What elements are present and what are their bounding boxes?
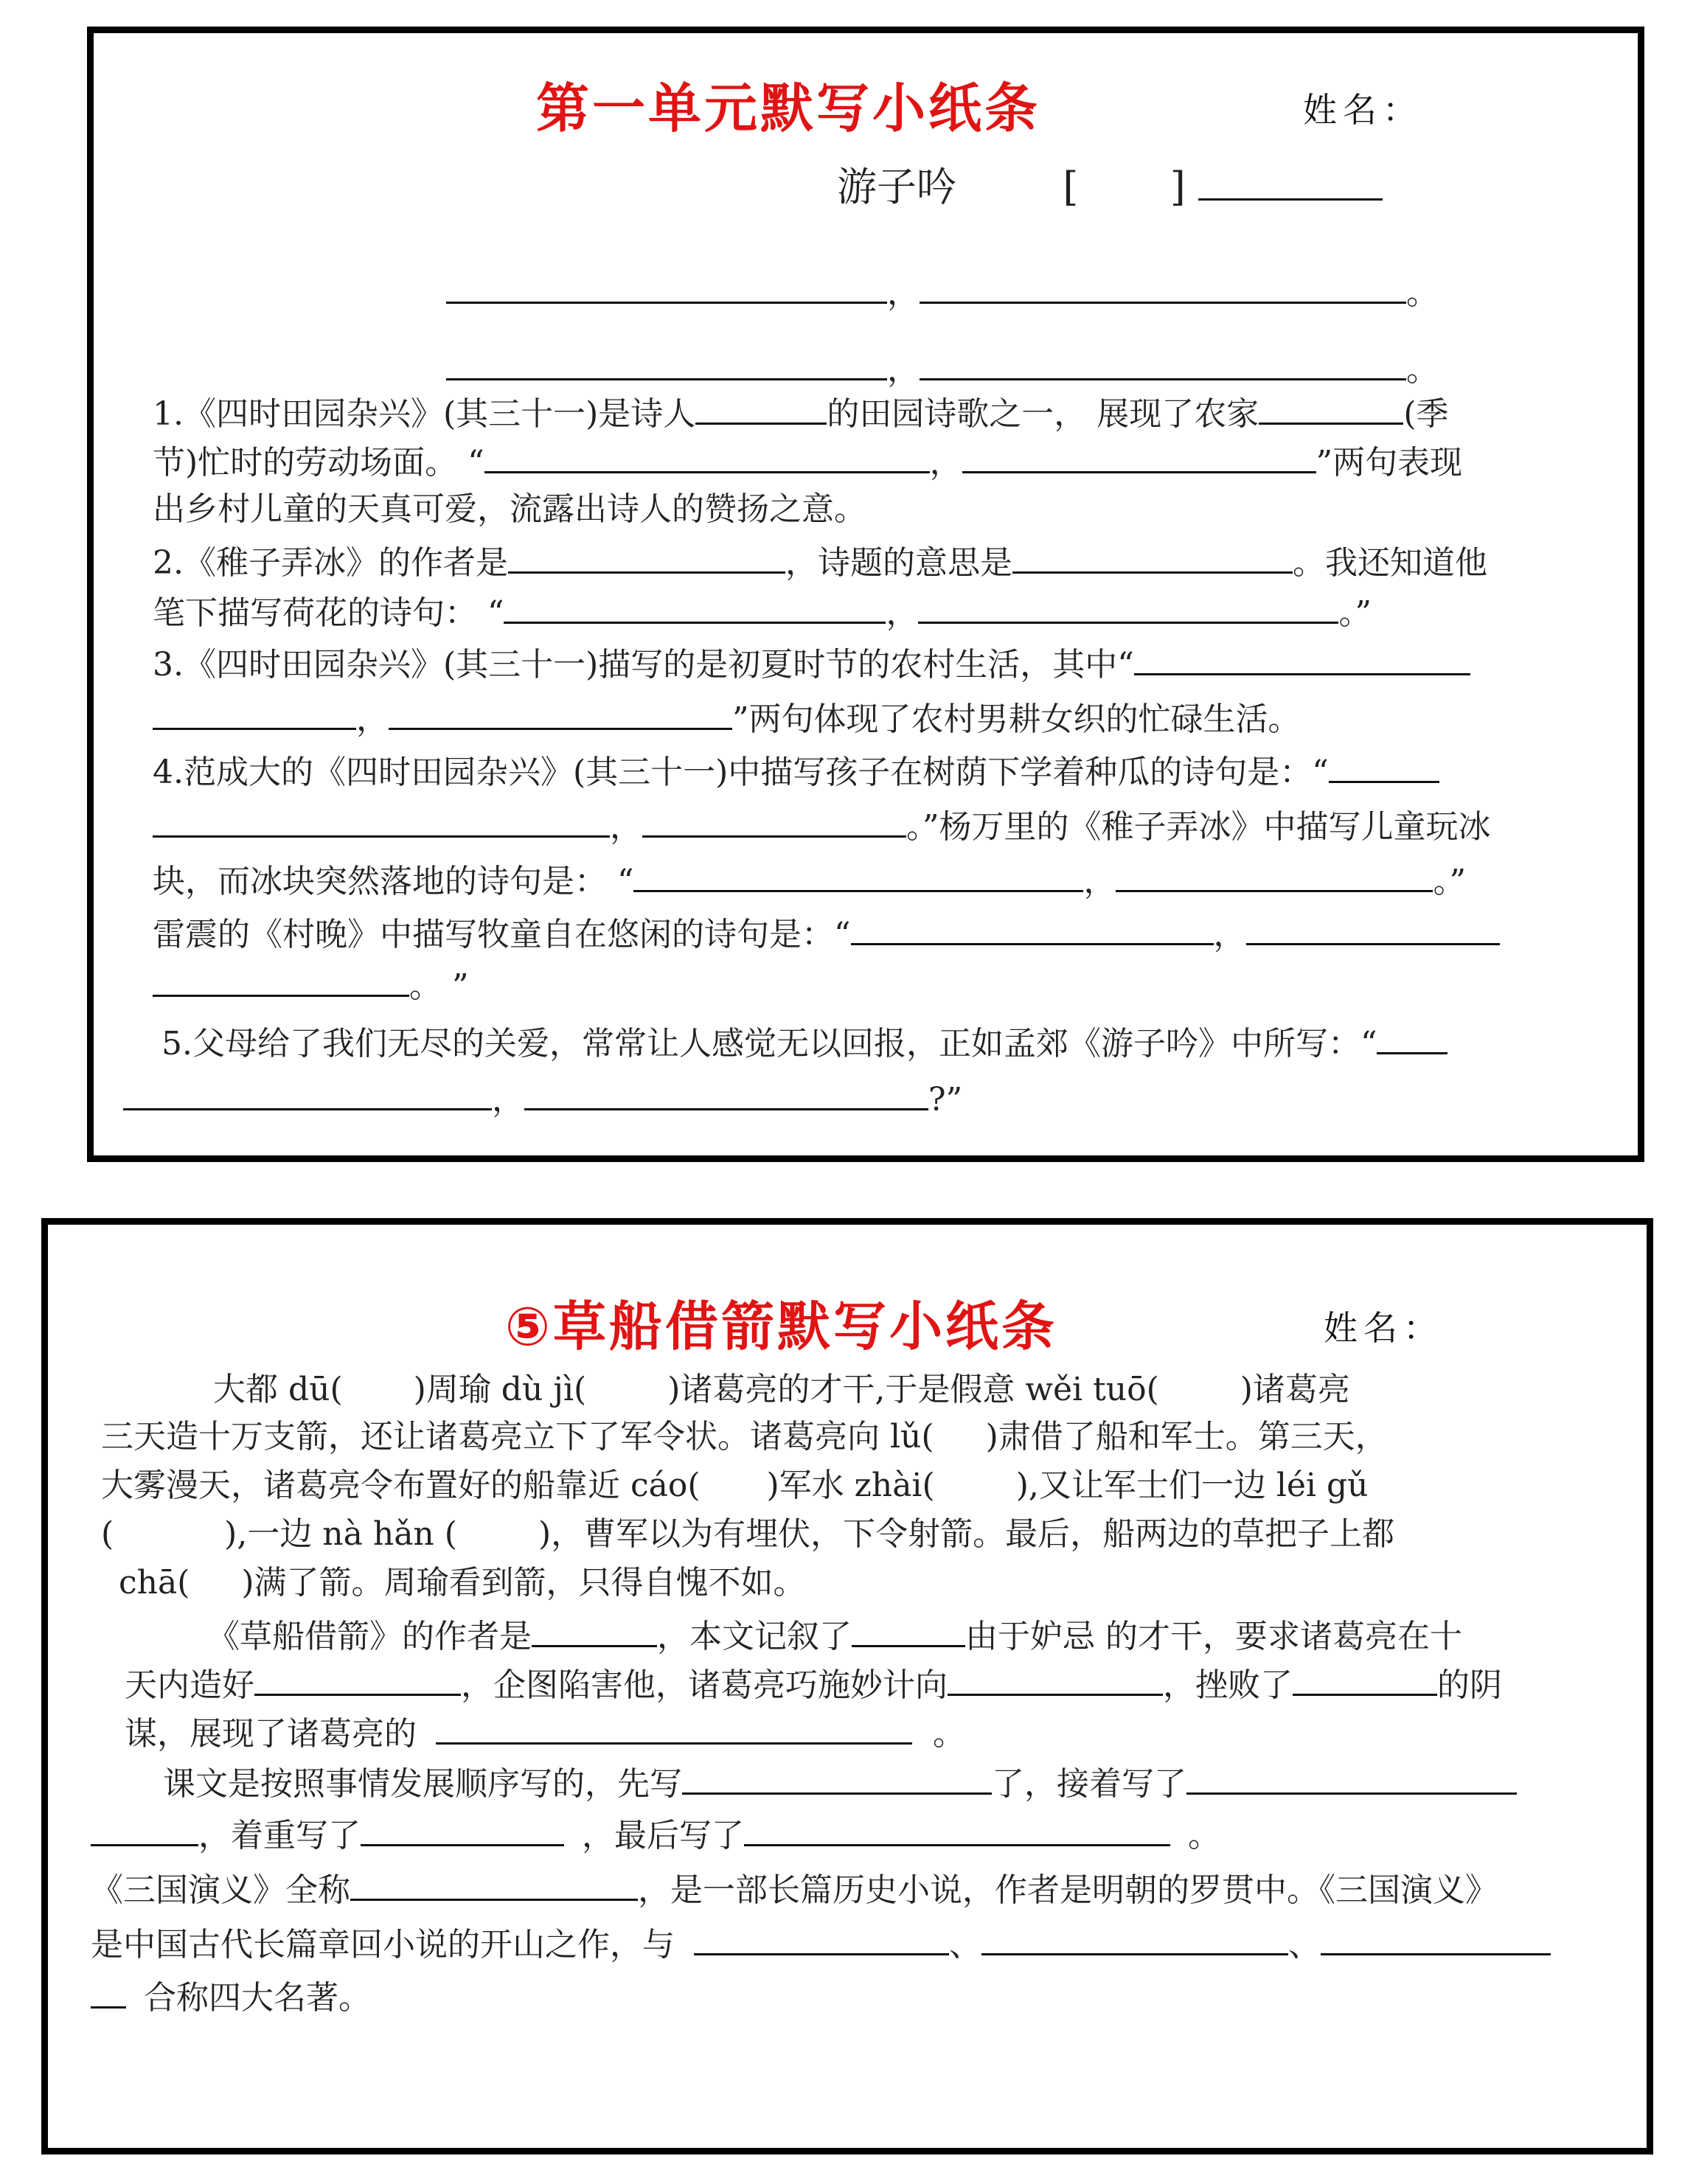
p4-text: ，是一部长篇历史小说，作者是明朝的罗贯中。《三国演义》 [638,1871,1498,1909]
q4-text: ， [1083,863,1116,900]
q4-text: ， [610,808,642,846]
q1-blank-verse[interactable] [484,439,930,473]
p3-blank-event[interactable] [91,1812,198,1846]
q4-line-2 [153,803,1491,848]
q1-line-3 [153,489,866,530]
q2-text: ， [886,594,919,632]
q1-text: ， [929,444,962,481]
p1-line-3 [101,1465,1369,1506]
q5-blank-verse[interactable] [524,1076,928,1110]
p4-text: 、 [1288,1926,1321,1964]
q3-line-2 [153,695,1301,740]
p4-line-2 [91,1921,1551,1966]
p3-text: ，最后写了 [582,1817,744,1854]
q2-text: 。我还知道他 [1292,544,1487,582]
q4-blank-verse[interactable] [1116,858,1433,892]
p1-text: )满了箭。周瑜看到箭，只得自愧不如。 [241,1564,806,1602]
poem-blank[interactable] [920,346,1406,380]
p2-text: ，挫败了 [1163,1666,1293,1704]
q4-blank-verse[interactable] [642,803,906,838]
p3-text: 了，接着写了 [992,1765,1186,1803]
q4-line-5 [153,962,468,1007]
q2-blank-verse[interactable] [504,589,886,624]
poem-title: 游子吟 [837,164,956,210]
q3-blank-verse[interactable] [1134,641,1470,675]
p3-blank-event[interactable] [744,1812,1170,1846]
p1-text: 三天造十万支箭，还让诸葛亮立下了军令状。诸葛亮向 lǔ( [101,1418,934,1456]
p1-text: )军水 zhài( [766,1467,935,1504]
q4-blank-verse[interactable] [633,858,1083,892]
p4-text: 《三国演义》全称 [91,1871,350,1909]
p4-line-3 [91,1974,371,2019]
q5-text: ， [492,1081,524,1119]
q1-text: 出乡村儿童的天真可爱，流露出诗人的赞扬之意。 [153,490,866,528]
p1-text: 大都 dū( [213,1371,343,1408]
q1-text: 节)忙时的劳动场面。 “ [153,444,484,481]
p2-line-2 [125,1661,1502,1706]
p4-blank-classic[interactable] [1321,1921,1551,1955]
q4-blank-verse[interactable] [153,962,409,997]
q3-text: ， [356,700,389,738]
p2-text: ，企图陷害他，诸葛亮巧施妙计向 [461,1666,948,1704]
p1-text: )诸葛亮的才干,于是假意 wěi tuō( [667,1371,1159,1408]
q2-blank-author[interactable] [508,539,785,574]
comma: ， [887,274,920,312]
poem-line-1 [446,269,1439,314]
q5-line-2 [123,1076,962,1121]
p2-text: 天内造好 [125,1666,254,1704]
p2-blank-person[interactable] [1293,1661,1437,1696]
q4-blank-verse[interactable] [1329,748,1439,783]
p1-line-5 [119,1562,806,1604]
p1-line-2 [101,1416,1388,1458]
p4-blank-classic[interactable] [91,1974,126,2009]
q4-text: 。” [1433,863,1466,900]
q1-blank-verse[interactable] [962,439,1316,473]
q4-text: 。 ” [409,967,469,1005]
card2-name-label: 姓名： [1324,1308,1443,1348]
p3-text: ，着重写了 [198,1817,361,1854]
q1-text: ”两句表现 [1316,444,1463,481]
p3-blank-event[interactable] [682,1760,992,1795]
p3-line-2 [91,1812,1220,1857]
q3-blank-verse[interactable] [153,695,356,730]
dictation-card-caochuan [41,1218,1653,2155]
q1-text: 1.《四时田园杂兴》(其三十一)是诗人 [153,395,696,433]
q3-text: ”两句体现了农村男耕女织的忙碌生活。 [732,700,1301,738]
p1-text: ),一边 nà hǎn ( [224,1515,457,1553]
q4-text: 块，而冰块突然落地的诗句是： “ [153,863,634,900]
q4-text: 雷震的《村晚》中描写牧童自在悠闲的诗句是：“ [153,916,851,953]
p1-text: 大雾漫天，诸葛亮令布置好的船靠近 cáo( [101,1467,701,1504]
p1-text: chā( [119,1564,190,1602]
p1-line-1 [213,1369,1350,1411]
p3-blank-event[interactable] [361,1812,564,1846]
poem-title-line [837,166,1383,208]
p4-text: 、 [949,1926,981,1964]
poem-blank[interactable] [920,269,1406,304]
q5-text: 5.父母给了我们无尽的关爱，常常让人感觉无以回报，正如孟郊《游子吟》中所写：“ [161,1025,1377,1063]
q4-text: 。”杨万里的《稚子弄冰》中描写儿童玩冰 [906,808,1491,846]
p1-text: ),又让军士们一边 léi gǔ [1015,1467,1369,1504]
p2-blank-quality[interactable] [436,1710,912,1745]
period: 。 [1406,351,1439,389]
p2-text: 谋，展现了诸葛亮的 [125,1715,417,1753]
q1-line-2 [153,439,1462,484]
p2-text: 由于妒忌 的才干，要求诸葛亮在十 [965,1618,1462,1655]
p4-blank-classic[interactable] [981,1921,1288,1955]
q1-blank-season[interactable] [1259,390,1403,425]
p4-text: 合称四大名著。 [144,1979,371,2017]
card1-title: 第一单元默写小纸条 [536,77,1041,139]
p1-text: ( [101,1515,114,1553]
q2-line-2 [153,589,1372,634]
q4-blank-verse[interactable] [1246,911,1500,945]
q2-blank-verse[interactable] [918,589,1338,624]
q2-blank-meaning[interactable] [1012,539,1293,574]
q2-text: 2.《稚子弄冰》的作者是 [153,544,508,582]
p1-text: )，曹军以为有埋伏，下令射箭。最后，船两边的草把子上都 [538,1515,1395,1553]
q2-line-1 [153,539,1487,584]
p1-text: )诸葛亮 [1240,1371,1350,1408]
p1-text: )周瑜 dù jì( [413,1371,587,1408]
p2-text: 的阴 [1437,1666,1502,1704]
q4-text: 4.范成大的《四时田园杂兴》(其三十一)中描写孩子在树荫下学着种瓜的诗句是：“ [153,754,1329,791]
p4-text: 是中国古代长篇章回小说的开山之作，与 [91,1926,675,1964]
q3-text: 3.《四时田园杂兴》(其三十一)描写的是初夏时节的农村生活，其中“ [153,646,1134,684]
q4-line-1 [153,748,1439,793]
q2-text: 。” [1338,594,1372,632]
q1-text: (季 [1403,395,1449,433]
q5-blank-verse[interactable] [1377,1020,1447,1054]
q4-line-3 [153,858,1466,903]
period: 。 [1406,274,1439,312]
q4-blank-verse[interactable] [153,803,610,838]
q4-blank-verse[interactable] [851,911,1214,945]
author-blank[interactable] [1198,166,1383,201]
q5-blank-verse[interactable] [123,1076,492,1110]
comma: ， [887,351,920,389]
p3-line-1 [163,1760,1517,1805]
p2-text: ，本文记叙了 [657,1618,852,1655]
p2-blank-person[interactable] [852,1613,965,1647]
p2-text: 。 [933,1715,965,1753]
p2-blank-author[interactable] [532,1613,657,1647]
poem-line-2 [446,346,1439,391]
p1-line-4 [101,1514,1394,1555]
q3-line-1 [153,641,1470,686]
q2-text: 笔下描写荷花的诗句： “ [153,594,504,632]
q1-text: 的田园诗歌之一， 展现了农家 [827,395,1259,433]
p2-text: 《草船借箭》的作者是 [207,1618,532,1655]
p4-blank-classic[interactable] [694,1921,949,1955]
q3-blank-verse[interactable] [389,695,732,730]
q2-text: ，诗题的意思是 [785,544,1012,582]
bracket-right: ] [1170,164,1186,210]
p4-line-1 [91,1866,1498,1911]
q4-line-4 [153,911,1500,956]
bracket-left: [ [1063,164,1079,210]
q4-text: ， [1213,916,1246,953]
p3-blank-event[interactable] [1186,1760,1517,1795]
q1-line-1 [153,390,1448,435]
p4-blank-fullname[interactable] [350,1866,638,1901]
q5-line-1 [161,1020,1447,1065]
p2-line-3 [125,1710,965,1755]
p2-blank-target[interactable] [948,1661,1163,1696]
p2-blank-item[interactable] [254,1661,461,1696]
p3-text: 。 [1188,1817,1220,1854]
card2-title: ⑤草船借箭默写小纸条 [505,1296,1057,1357]
p3-text: 课文是按照事情发展顺序写的，先写 [163,1765,682,1803]
p2-line-1 [207,1613,1462,1658]
dictation-card-unit-1 [87,27,1644,1162]
card1-name-label: 姓名： [1303,90,1422,130]
q1-blank-poet[interactable] [695,390,827,425]
poem-blank[interactable] [446,346,887,380]
poem-blank[interactable] [446,269,887,304]
p1-text: )肃借了船和军士。第三天， [985,1418,1388,1456]
q5-text: ?” [928,1081,963,1119]
